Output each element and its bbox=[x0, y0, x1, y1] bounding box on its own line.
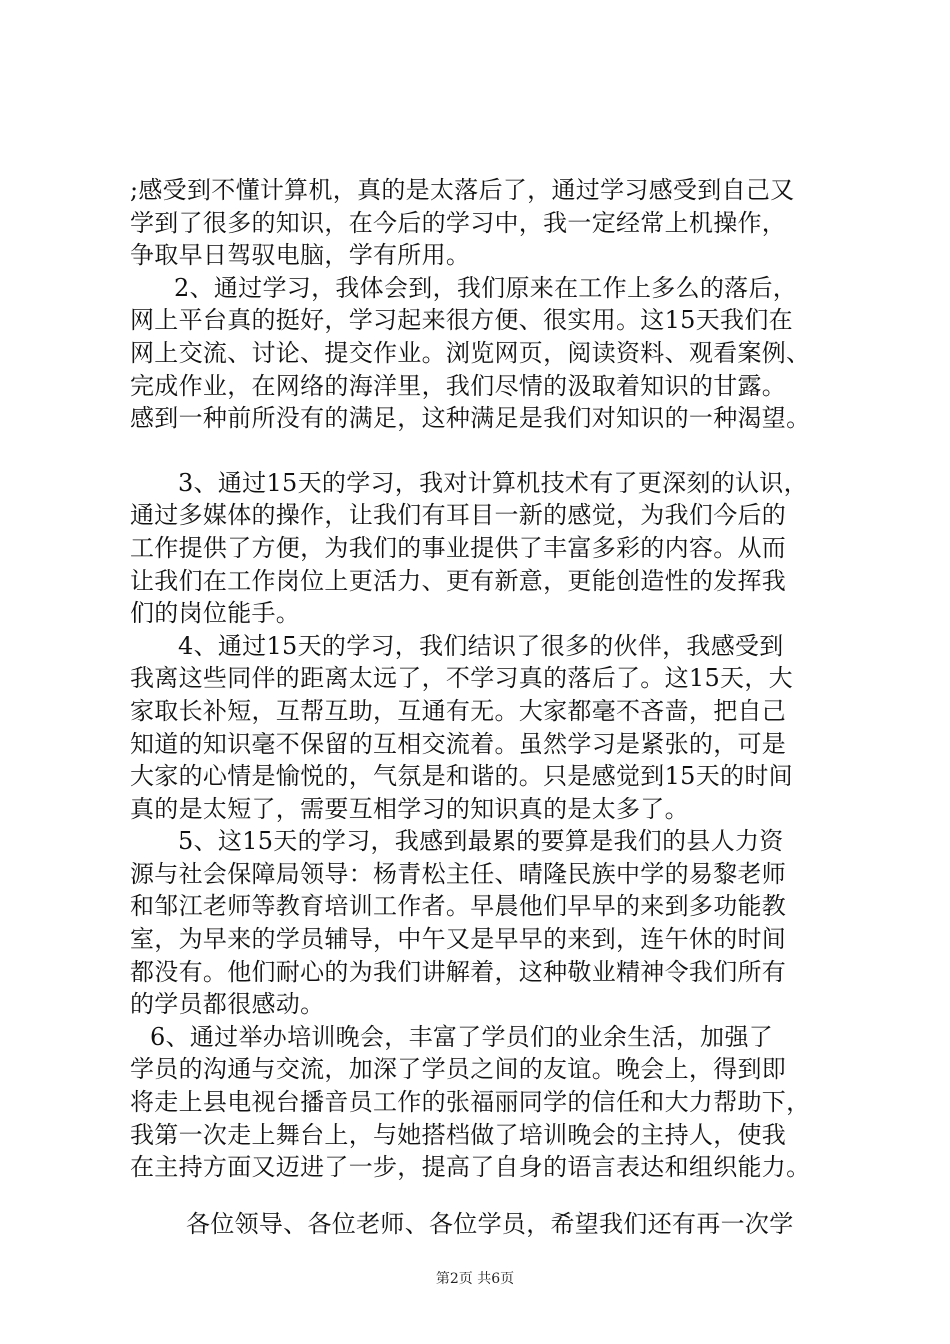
text-line: 家取长补短，互帮互助，互通有无。大家都毫不吝啬，把自己 bbox=[130, 696, 787, 725]
text-line: 都没有。他们耐心的为我们讲解着，这种敬业精神令我们所有 bbox=[130, 957, 787, 986]
text-line: 将走上县电视台播音员工作的张福丽同学的信任和大力帮助下， bbox=[130, 1088, 811, 1117]
text-line: 的学员都很感动。 bbox=[130, 990, 325, 1019]
text-line: 5、这15天的学习，我感到最累的要算是我们的县人力资 bbox=[178, 827, 784, 856]
page-number-footer: 第2页 共6页 bbox=[435, 1271, 515, 1287]
paragraph-2 bbox=[130, 272, 850, 435]
paragraph-spacer bbox=[130, 435, 850, 467]
paragraph-4 bbox=[130, 630, 850, 826]
text-line: 源与社会保障局领导：杨青松主任、晴隆民族中学的易黎老师 bbox=[130, 859, 787, 888]
paragraph-closing bbox=[130, 1208, 850, 1241]
text-line: 网上交流、讨论、提交作业。浏览网页，阅读资料、观看案例、 bbox=[130, 338, 811, 367]
text-line: 大家的心情是愉悦的，气氛是和谐的。只是感觉到15天的时间 bbox=[130, 762, 793, 791]
paragraph-spacer bbox=[130, 1184, 850, 1208]
text-line: 学到了很多的知识，在今后的学习中，我一定经常上机操作， bbox=[130, 208, 787, 237]
text-line: 真的是太短了，需要互相学习的知识真的是太多了。 bbox=[130, 794, 689, 823]
text-line: 工作提供了方便，为我们的事业提供了丰富多彩的内容。从而 bbox=[130, 533, 787, 562]
paragraph-3 bbox=[130, 467, 850, 630]
text-line: 学员的沟通与交流，加深了学员之间的友谊。晚会上，得到即 bbox=[130, 1055, 787, 1084]
paragraph-5 bbox=[130, 825, 850, 1021]
text-line: 争取早日驾驭电脑，学有所用。 bbox=[130, 241, 471, 270]
text-line: 完成作业，在网络的海洋里，我们尽情的汲取着知识的甘露。 bbox=[130, 371, 787, 400]
text-line: 2、通过学习，我体会到，我们原来在工作上多么的落后， bbox=[174, 273, 798, 302]
text-line: 6、通过举办培训晚会，丰富了学员们的业余生活，加强了 bbox=[150, 1022, 774, 1051]
text-line: 通过多媒体的操作，让我们有耳目一新的感觉，为我们今后的 bbox=[130, 501, 787, 530]
text-line: 4、通过15天的学习，我们结识了很多的伙伴，我感受到 bbox=[178, 631, 784, 660]
text-line: 在主持方面又迈进了一步，提高了自身的语言表达和组织能力。 bbox=[130, 1153, 811, 1182]
text-line: 各位领导、各位老师、各位学员，希望我们还有再一次学 bbox=[186, 1209, 794, 1238]
text-line: 网上平台真的挺好，学习起来很方便、很实用。这15天我们在 bbox=[130, 306, 793, 335]
text-line: 感到一种前所没有的满足，这种满足是我们对知识的一种渴望。 bbox=[130, 404, 811, 433]
text-line: 我离这些同伴的距离太远了，不学习真的落后了。这15天，大 bbox=[130, 664, 793, 693]
text-line: 们的岗位能手。 bbox=[130, 599, 301, 628]
text-line: 知道的知识毫不保留的互相交流着。虽然学习是紧张的，可是 bbox=[130, 729, 787, 758]
text-line: 和邹江老师等教育培训工作者。早晨他们早早的来到多功能教 bbox=[130, 892, 787, 921]
text-line: ;感受到不懂计算机，真的是太落后了，通过学习感受到自己又 bbox=[130, 176, 795, 204]
text-line: 让我们在工作岗位上更活力、更有新意，更能创造性的发挥我 bbox=[130, 566, 787, 595]
paragraph-6 bbox=[130, 1021, 850, 1184]
text-line: 3、通过15天的学习，我对计算机技术有了更深刻的认识， bbox=[178, 468, 808, 497]
text-line: 我第一次走上舞台上，与她搭档做了培训晚会的主持人，使我 bbox=[130, 1120, 787, 1149]
document-body bbox=[130, 174, 850, 1240]
text-line: 室，为早来的学员辅导，中午又是早早的来到，连午休的时间 bbox=[130, 925, 787, 954]
paragraph-continuation bbox=[130, 174, 850, 272]
